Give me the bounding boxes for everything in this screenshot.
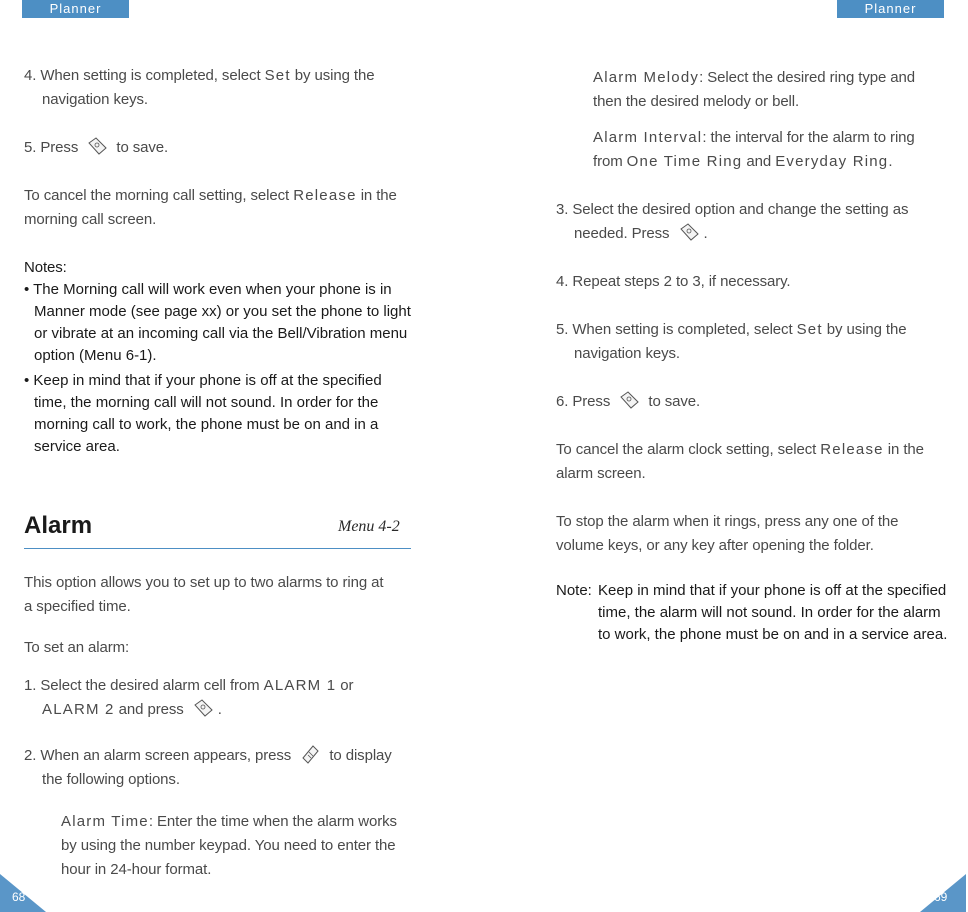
header-tab-left: Planner	[22, 0, 129, 18]
send-key-icon	[678, 221, 700, 243]
alarm-step-4: 4. Repeat steps 2 to 3, if necessary.	[556, 273, 791, 290]
alarm-time-option: Alarm Time: Enter the time when the alarm works by using the number keypad. You need to enter the hour in 24-hour format.	[61, 813, 397, 878]
alarm-step-2: 2. When an alarm screen appears, press to display the following options.	[24, 744, 414, 792]
section-divider	[24, 548, 411, 549]
alarm-melody-option: Alarm Melody: Select the desired ring type and then the desired melody or bell.	[593, 69, 915, 110]
send-key-icon	[192, 697, 214, 719]
note-phone-off: • Keep in mind that if your phone is off at the specified time, the morning call will not sound. In order for the morning call to work, the phone must be on and in a service area.	[24, 372, 382, 455]
left-step-5: 5. Press to save.	[24, 136, 396, 160]
header-tab-right: Planner	[837, 0, 944, 18]
menu-key-icon	[299, 743, 321, 765]
alarm-step-5: 5. When setting is completed, select Set by using the navigation keys.	[556, 321, 907, 362]
alarm-intro: This option allows you to set up to two alarms to ring at a specified time.	[24, 574, 384, 615]
alarm-step-6: 6. Press to save.	[556, 390, 936, 414]
send-key-icon	[618, 389, 640, 411]
note-text: Keep in mind that if your phone is off at the specified time, the alarm will not sound. In order for the alarm to work, the phone must be on and in a service area.	[598, 582, 948, 643]
right-cancel-text: To cancel the alarm clock setting, select Release in the alarm screen.	[556, 441, 924, 482]
notes-label: Notes:	[24, 259, 67, 276]
section-title: Alarm	[24, 512, 93, 539]
menu-reference: Menu 4-2	[338, 518, 400, 535]
left-cancel-text: To cancel the morning call setting, select Release in the morning call screen.	[24, 187, 397, 228]
send-key-icon	[86, 135, 108, 157]
alarm-step-1: 1. Select the desired alarm cell from ALARM 1 or ALARM 2 and press .	[24, 677, 354, 718]
note-label: Note:	[556, 582, 592, 599]
alarm-step-3: 3. Select the desired option and change the setting as needed. Press .	[556, 201, 909, 242]
alarm-interval-option: Alarm Interval: the interval for the alarm to ring from One Time Ring and Everyday Ring.	[593, 129, 915, 170]
left-step-4: 4. When setting is completed, select Set by using the navigation keys.	[24, 67, 375, 108]
note-manner-mode: • The Morning call will work even when your phone is in Manner mode (see page xx) or you set the phone to light or vibrate at an incoming call via the Bell/Vibration menu option (Menu 6-1).	[24, 281, 411, 364]
stop-alarm-text: To stop the alarm when it rings, press any one of the volume keys, or any key after opening the folder.	[556, 513, 899, 554]
to-set-alarm: To set an alarm:	[24, 639, 130, 656]
